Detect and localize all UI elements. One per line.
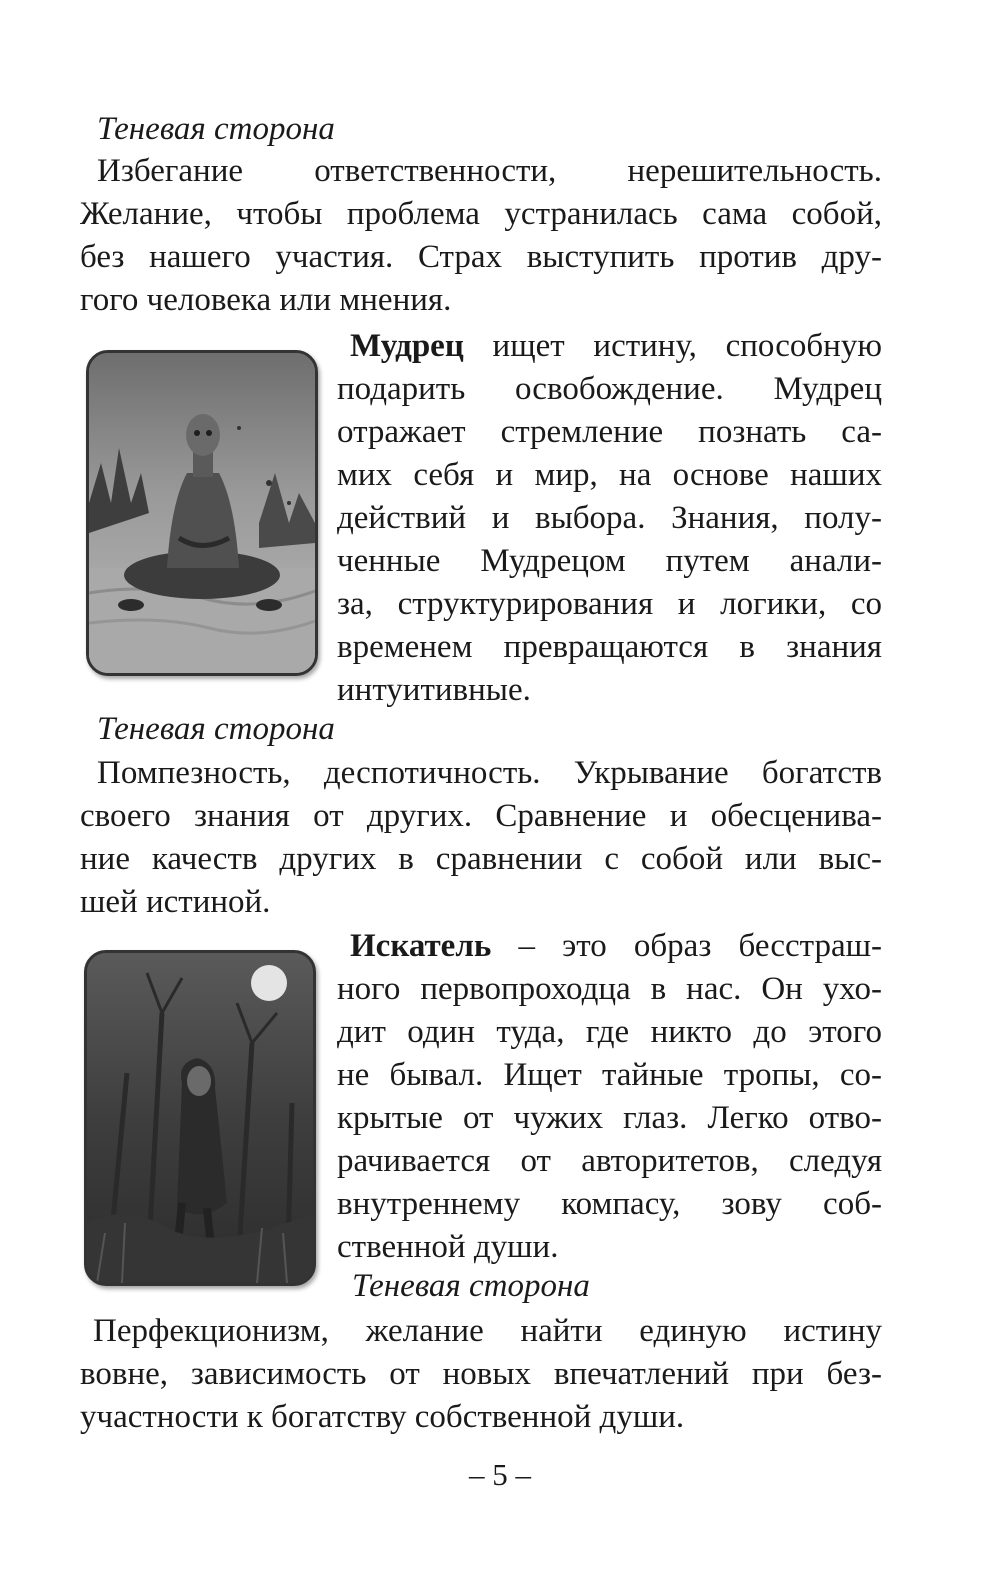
text-line: крытые от чужих глаз. Легко отво- <box>337 1100 882 1136</box>
seeker-intro-line <box>350 925 882 968</box>
text-line: участности к богатству собственной души. <box>80 1399 685 1435</box>
text-line: Помпезность, деспотичность. Укрывание богатств <box>97 755 882 791</box>
shadow-heading-2: Теневая сторона <box>97 711 335 747</box>
text-line: ственной души. <box>337 1229 559 1265</box>
text-line: вовне, зависимость от новых впечатлений при без- <box>80 1356 882 1392</box>
text-line: действий и выбора. Знания, полу- <box>337 500 882 536</box>
text-line: дит один туда, где никто до этого <box>337 1014 882 1050</box>
shadow-heading-1: Теневая сторона <box>97 111 335 147</box>
text-line: гого человека или мнения. <box>80 282 452 318</box>
text-line: Перфекционизм, желание найти единую истину <box>93 1313 882 1349</box>
text-line: ние качеств других в сравнении с собой или выс- <box>80 841 882 877</box>
shadow-heading-3: Теневая сторона <box>352 1268 590 1304</box>
text-line: ного первопроходца в нас. Он ухо- <box>337 971 882 1007</box>
text-line: своего знания от других. Сравнение и обесценива- <box>80 798 882 834</box>
text-line: ченные Мудрецом путем анали- <box>337 543 882 579</box>
text-line: не бывал. Ищет тайные тропы, со- <box>337 1057 882 1093</box>
text-line: отражает стремление познать са- <box>337 414 882 450</box>
text-line: мих себя и мир, на основе наших <box>337 457 882 493</box>
sage-card-image <box>86 350 318 676</box>
page-number: – 5 – <box>469 1457 531 1492</box>
seeker-card-image <box>84 950 316 1286</box>
text-line: шей истиной. <box>80 884 271 920</box>
text-line: рачивается от авторитетов, следуя <box>337 1143 882 1179</box>
text-line: Избегание ответственности, нерешительность. <box>97 153 882 189</box>
text-line: временем превращаются в знания <box>337 629 882 665</box>
text-line: внутреннему компасу, зову соб- <box>337 1186 882 1222</box>
text-line: интуитивные. <box>337 672 531 708</box>
sage-name: Мудрец <box>350 328 464 364</box>
sage-first-line: ищет истину, способную <box>463 328 882 364</box>
text-line: подарить освобождение. Мудрец <box>337 371 882 407</box>
text-line: Желание, чтобы проблема устранилась сама собой, <box>80 196 882 232</box>
text-line: без нашего участия. Страх выступить против дру- <box>80 239 882 275</box>
seeker-first-line: – это образ бесстраш- <box>491 928 882 964</box>
seeker-name: Искатель <box>350 928 492 964</box>
sage-intro-line <box>350 325 882 368</box>
text-line: за, структурирования и логики, со <box>337 586 882 622</box>
